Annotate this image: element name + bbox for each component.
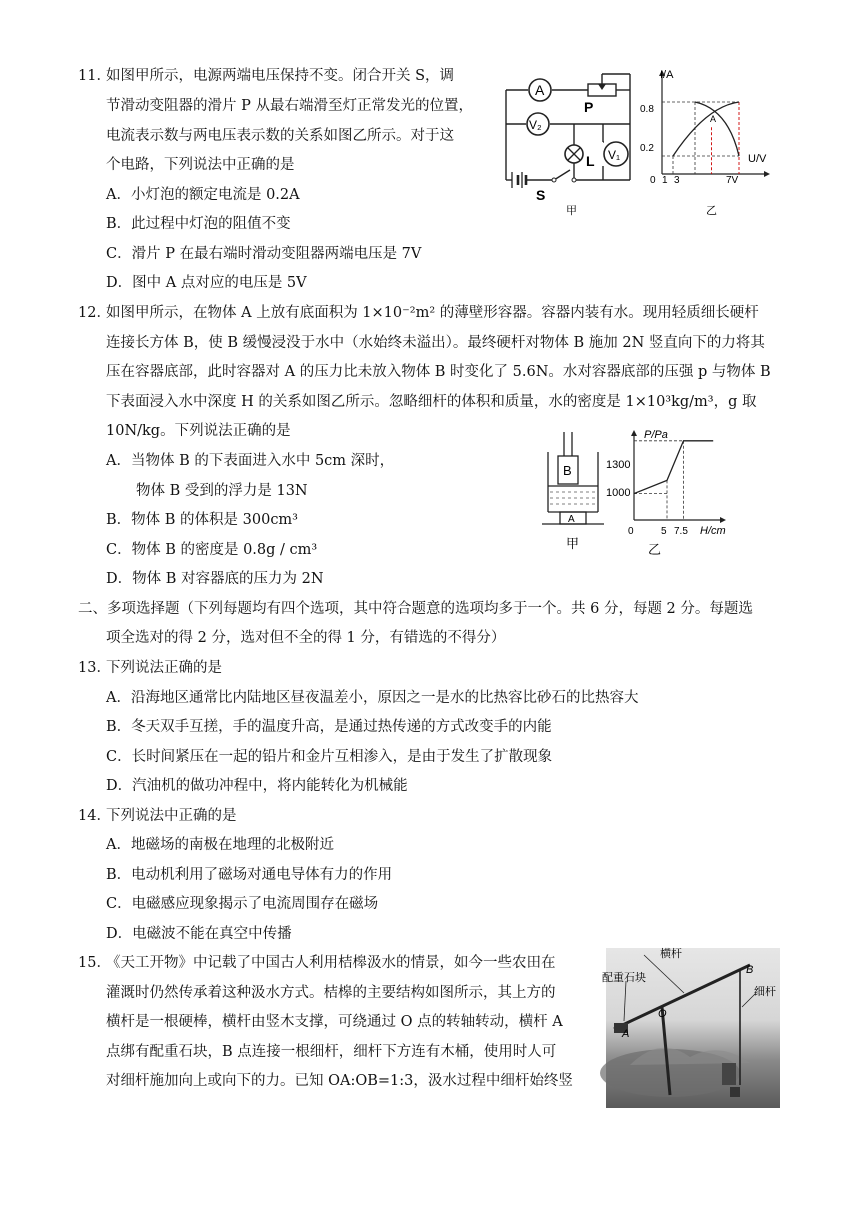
q11-line-4: 个电路，下列说法中正确的是 xyxy=(106,157,295,173)
q12-ph-graph xyxy=(600,424,734,560)
photo-label-peizhong: 配重石块 xyxy=(602,972,646,984)
q11-x-arrow xyxy=(764,171,770,177)
q14-option-a: A．地磁场的南极在地理的北极附近 xyxy=(106,837,334,853)
q12-ytick-1: 1000 xyxy=(606,487,631,499)
q12-number: 12． xyxy=(78,305,111,321)
q12-y-arrow xyxy=(631,430,637,436)
q12-line-3: 压在容器底部，此时容器对 A 的压力比未放入物体 B 时变化了 5.6N。水对容器底部的压强 p 与物体 B xyxy=(106,364,771,380)
q11-iu-graph xyxy=(640,66,780,222)
q11-circuit-diagram xyxy=(498,62,648,222)
q13-number: 13． xyxy=(78,660,111,676)
q12-graph-caption: 乙 xyxy=(648,542,662,557)
v1-label: V₁ xyxy=(608,148,621,162)
q12-line-1: 如图甲所示，在物体 A 上放有底面积为 1×10⁻²m² 的薄壁形容器。容器内装有水。现用轻质细长硬杆 xyxy=(106,305,759,321)
q12-diagram-caption: 甲 xyxy=(566,536,580,551)
q12-xtick-1: 5 xyxy=(661,526,667,537)
shadoof-photo-overlay xyxy=(600,945,784,1111)
switch-label: S xyxy=(536,187,546,203)
lamp-label: L xyxy=(586,153,595,169)
ammeter-label: A xyxy=(535,82,545,98)
q13-stem: 下列说法正确的是 xyxy=(106,660,222,676)
q11-xtick-0: 0 xyxy=(650,175,656,186)
q11-option-a: A．小灯泡的额定电流是 0.2A xyxy=(106,187,300,203)
section-2-heading-cont: 项全选对的得 2 分，选对但不全的得 1 分，有错选的不得分） xyxy=(106,630,506,646)
q12-line-5: 10N/kg。下列说法正确的是 xyxy=(106,423,291,439)
q12-option-d: D．物体 B 对容器底的压力为 2N xyxy=(106,571,324,587)
slider-label: P xyxy=(584,99,594,115)
q12-option-a: A．当物体 B 的下表面进入水中 5cm 深时， xyxy=(106,453,395,469)
q11-line-3: 电流表示数与两电压表示数的关系如图乙所示。对于这 xyxy=(106,128,454,144)
q15-line-2: 灌溉时仍然传承着这种汲水方式。桔槔的主要结构如图所示，其上方的 xyxy=(106,985,556,1001)
q11-ylabel: I/A xyxy=(660,69,674,81)
q14-option-d: D．电磁波不能在真空中传播 xyxy=(106,926,292,942)
q14-option-c: C．电磁感应现象揭示了电流周围存在磁场 xyxy=(106,896,379,912)
q15-number: 15． xyxy=(78,955,111,971)
q11-option-c: C．滑片 P 在最右端时滑动变阻器两端电压是 7V xyxy=(106,246,422,262)
q12-option-b: B．物体 B 的体积是 300cm³ xyxy=(106,512,298,528)
q13-option-b: B．冬天双手互搓，手的温度升高，是通过热传递的方式改变手的内能 xyxy=(106,719,552,735)
q11-xtick-1: 1 xyxy=(662,175,668,186)
q12-xtick-2: 7.5 xyxy=(674,526,688,537)
q11-ytick-0: 0.8 xyxy=(640,104,654,115)
q13-option-d: D．汽油机的做功冲程中，将内能转化为机械能 xyxy=(106,778,408,794)
q11-line-2: 节滑动变阻器的滑片 P 从最右端滑至灯正常发光的位置， xyxy=(106,98,473,114)
q12-option-a-cont: 物体 B 受到的浮力是 13N xyxy=(136,483,308,499)
q11-xlabel: U/V xyxy=(748,153,767,165)
q11-line-1: 如图甲所示，电源两端电压保持不变。闭合开关 S，调 xyxy=(106,68,455,84)
photo-label-o: O xyxy=(658,1008,667,1020)
q11-number: 11． xyxy=(78,68,111,84)
q13-option-c: C．长时间紧压在一起的铅片和金片互相渗入，是由于发生了扩散现象 xyxy=(106,749,553,765)
q14-option-b: B．电动机利用了磁场对通电导体有力的作用 xyxy=(106,867,393,883)
q13-option-a: A．沿海地区通常比内陆地区昼夜温差小，原因之一是水的比热容比砂石的比热容大 xyxy=(106,690,639,706)
photo-label-a: A xyxy=(622,1028,630,1040)
photo-label-xigan: 细杆 xyxy=(754,986,776,998)
q11-ytick-1: 0.2 xyxy=(640,143,654,154)
q12-block-b-label: B xyxy=(563,463,572,478)
q12-x-arrow xyxy=(720,517,726,523)
q11-option-b: B．此过程中灯泡的阻值不变 xyxy=(106,216,291,232)
q15-line-3: 横杆是一根硬棒，横杆由竖木支撑，可绕通过 O 点的转轴转动，横杆 A xyxy=(106,1014,563,1030)
q11-xtick-3: 7V xyxy=(726,175,739,186)
q12-series-pressure xyxy=(634,441,713,494)
photo-label-b: B xyxy=(746,964,754,976)
q12-xtick-0: 0 xyxy=(628,526,634,537)
q12-option-c: C．物体 B 的密度是 0.8g / cm³ xyxy=(106,542,318,558)
q12-block-a-label: A xyxy=(568,514,575,525)
q15-line-1: 《天工开物》中记载了中国古人利用桔槔汲水的情景，如今一些农田在 xyxy=(106,955,556,971)
q12-line-4: 下表面浸入水中深度 H 的关系如图乙所示。忽略细杆的体积和质量，水的密度是 1×10³kg/m³，g 取 xyxy=(106,394,757,410)
photo-label-hengan: 横杆 xyxy=(660,948,682,960)
section-2-heading: 二、多项选择题（下列每题均有四个选项，其中符合题意的选项均多于一个。共 6 分，每题 2 分。每题选 xyxy=(78,601,753,617)
q12-ylabel: P/Pa xyxy=(644,429,668,441)
q12-xlabel: H/cm xyxy=(700,525,726,537)
q15-line-4: 点绑有配重石块，B 点连接一根细杆，细杆下方连有木桶，使用时人可 xyxy=(106,1044,557,1060)
q15-line-5: 对细杆施加向上或向下的力。已知 OA:OB=1:3，汲水过程中细杆始终竖 xyxy=(106,1073,573,1089)
q12-line-2: 连接长方体 B，使 B 缓慢浸没于水中（水始终未溢出）。最终硬杆对物体 B 施加 2N 竖直向下的力将其 xyxy=(106,335,765,351)
q11-xtick-2: 3 xyxy=(674,175,680,186)
q14-number: 14． xyxy=(78,808,111,824)
q11-point-label: A xyxy=(710,114,717,124)
q11-graph-caption: 乙 xyxy=(706,205,717,217)
v2-label: V₂ xyxy=(529,118,542,132)
q11-option-d: D．图中 A 点对应的电压是 5V xyxy=(106,275,307,291)
q14-stem: 下列说法中正确的是 xyxy=(106,808,237,824)
q12-ytick-0: 1300 xyxy=(606,459,631,471)
circuit-caption: 甲 xyxy=(566,205,577,217)
